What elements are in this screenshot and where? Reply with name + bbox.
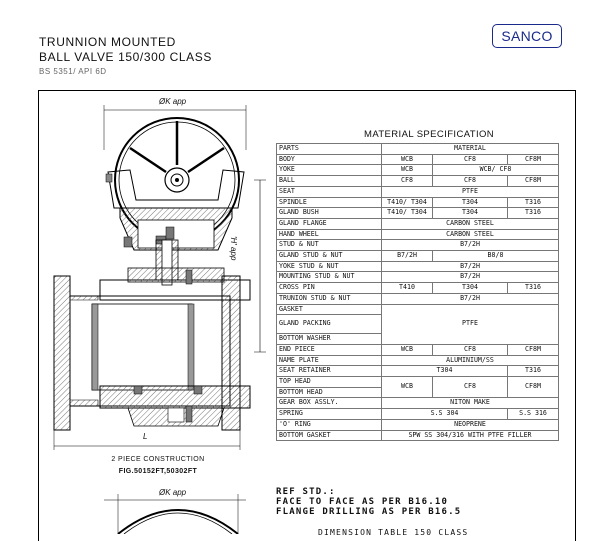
table-row <box>277 186 559 197</box>
material-cell: T410/ T304 <box>382 197 433 208</box>
part-cell: BOTTOM WASHER <box>277 334 382 345</box>
material-cell: PTFE <box>382 186 559 197</box>
table-row <box>277 272 559 283</box>
table-row <box>277 283 559 294</box>
material-cell: WCB/ CF8 <box>433 165 559 176</box>
material-cell: B7/2H <box>382 240 559 251</box>
material-cell: WCB <box>382 154 433 165</box>
material-cell: CF8 <box>433 377 508 398</box>
material-spec-title: MATERIAL SPECIFICATION <box>364 129 495 140</box>
material-cell: WCB <box>382 165 433 176</box>
material-cell: CF8M <box>508 154 559 165</box>
material-cell: T316 <box>508 283 559 294</box>
part-cell: CROSS PIN <box>277 283 382 294</box>
table-row <box>277 229 559 240</box>
table-row <box>277 355 559 366</box>
material-cell: CF8 <box>433 154 508 165</box>
part-cell: SEAT <box>277 186 382 197</box>
material-cell: T304 <box>433 283 508 294</box>
part-cell: SPINDLE <box>277 197 382 208</box>
material-cell: T316 <box>508 366 559 377</box>
material-cell: ALUMINIUM/SS <box>382 355 559 366</box>
sanco-logo: SANCO <box>492 24 562 48</box>
material-cell: T410/ T304 <box>382 208 433 219</box>
material-cell: S.S 304 <box>382 409 508 420</box>
table-row <box>277 398 559 409</box>
caption-figure: FIG.50152FT,50302FT <box>118 468 198 475</box>
material-cell: NITON MAKE <box>382 398 559 409</box>
part-cell: STUD & NUT <box>277 240 382 251</box>
part-cell: 'O' RING <box>277 419 382 430</box>
material-cell: B7/2H <box>382 272 559 283</box>
part-cell: BOTTOM HEAD <box>277 387 382 398</box>
part-cell: BOTTOM GASKET <box>277 430 382 441</box>
part-cell: GLAND PACKING <box>277 315 382 334</box>
header-parts: PARTS <box>277 144 382 155</box>
part-cell: NAME PLATE <box>277 355 382 366</box>
title-line-2: BALL VALVE 150/300 CLASS <box>39 50 212 64</box>
material-cell: WCB <box>382 377 433 398</box>
table-row <box>277 377 559 388</box>
material-cell: T316 <box>508 197 559 208</box>
part-cell: BALL <box>277 176 382 187</box>
material-cell: T316 <box>508 208 559 219</box>
ref-face-to-face: FACE TO FACE AS PER B16.10 <box>276 497 449 507</box>
dim-l: L <box>143 432 148 441</box>
part-cell: SPRING <box>277 409 382 420</box>
material-cell: CF8 <box>382 176 433 187</box>
material-cell: CARBON STEEL <box>382 229 559 240</box>
material-cell: T304 <box>382 366 508 377</box>
material-cell: B7/2H <box>382 261 559 272</box>
table-row <box>277 176 559 187</box>
material-cell: T304 <box>433 197 508 208</box>
table-row <box>277 218 559 229</box>
material-cell: CF8M <box>508 176 559 187</box>
table-row <box>277 304 559 315</box>
part-cell: END PIECE <box>277 344 382 355</box>
material-cell: B8/8 <box>433 251 559 262</box>
material-cell: PTFE <box>382 304 559 344</box>
material-cell: NEOPRENE <box>382 419 559 430</box>
material-cell: T304 <box>433 208 508 219</box>
part-cell: YOKE <box>277 165 382 176</box>
ref-flange-drilling: FLANGE DRILLING AS PER B16.5 <box>276 507 462 517</box>
dim-h: 'H' app <box>229 236 238 261</box>
dim-k-top: ØK app <box>159 97 187 106</box>
dimension-table-heading: DIMENSION TABLE 150 CLASS <box>318 528 469 537</box>
part-cell: TOP HEAD <box>277 377 382 388</box>
standard-text: BS 5351/ API 6D <box>39 67 107 76</box>
part-cell: BODY <box>277 154 382 165</box>
table-row <box>277 293 559 304</box>
table-row <box>277 419 559 430</box>
part-cell: SEAT RETAINER <box>277 366 382 377</box>
material-cell: CARBON STEEL <box>382 218 559 229</box>
part-cell: YOKE STUD & NUT <box>277 261 382 272</box>
material-cell: CF8 <box>433 344 508 355</box>
table-row <box>277 197 559 208</box>
header-material: MATERIAL <box>382 144 559 155</box>
dim-k-bottom: ØK app <box>159 488 187 497</box>
table-row <box>277 366 559 377</box>
material-cell: S.S 316 <box>508 409 559 420</box>
valve-body <box>54 268 250 430</box>
part-cell: GASKET <box>277 304 382 315</box>
table-row <box>277 430 559 441</box>
material-cell: CF8M <box>508 377 559 398</box>
table-row <box>277 240 559 251</box>
caption-construction: 2 PIECE CONSTRUCTION <box>111 456 205 463</box>
part-cell: GLAND BUSH <box>277 208 382 219</box>
material-cell: WCB <box>382 344 433 355</box>
table-row <box>277 251 559 262</box>
part-cell: MOUNTING STUD & NUT <box>277 272 382 283</box>
part-cell: TRUNION STUD & NUT <box>277 293 382 304</box>
part-cell: HAND WHEEL <box>277 229 382 240</box>
table-row <box>277 208 559 219</box>
table-header-row <box>277 144 559 155</box>
table-row <box>277 409 559 420</box>
table-row <box>277 165 559 176</box>
material-cell: CF8 <box>433 176 508 187</box>
part-cell: GLAND STUD & NUT <box>277 251 382 262</box>
part-cell: GEAR BOX ASSLY. <box>277 398 382 409</box>
material-cell: SPW SS 304/316 WITH PTFE FILLER <box>382 430 559 441</box>
table-row <box>277 261 559 272</box>
table-row <box>277 154 559 165</box>
material-cell: B7/2H <box>382 251 433 262</box>
table-row <box>277 344 559 355</box>
ref-std-label: REF STD.: <box>276 487 336 497</box>
material-spec-table <box>276 143 559 441</box>
title-line-1: TRUNNION MOUNTED <box>39 35 176 49</box>
material-cell: T410 <box>382 283 433 294</box>
material-cell: B7/2H <box>382 293 559 304</box>
part-cell: GLAND FLANGE <box>277 218 382 229</box>
material-cell: CF8M <box>508 344 559 355</box>
